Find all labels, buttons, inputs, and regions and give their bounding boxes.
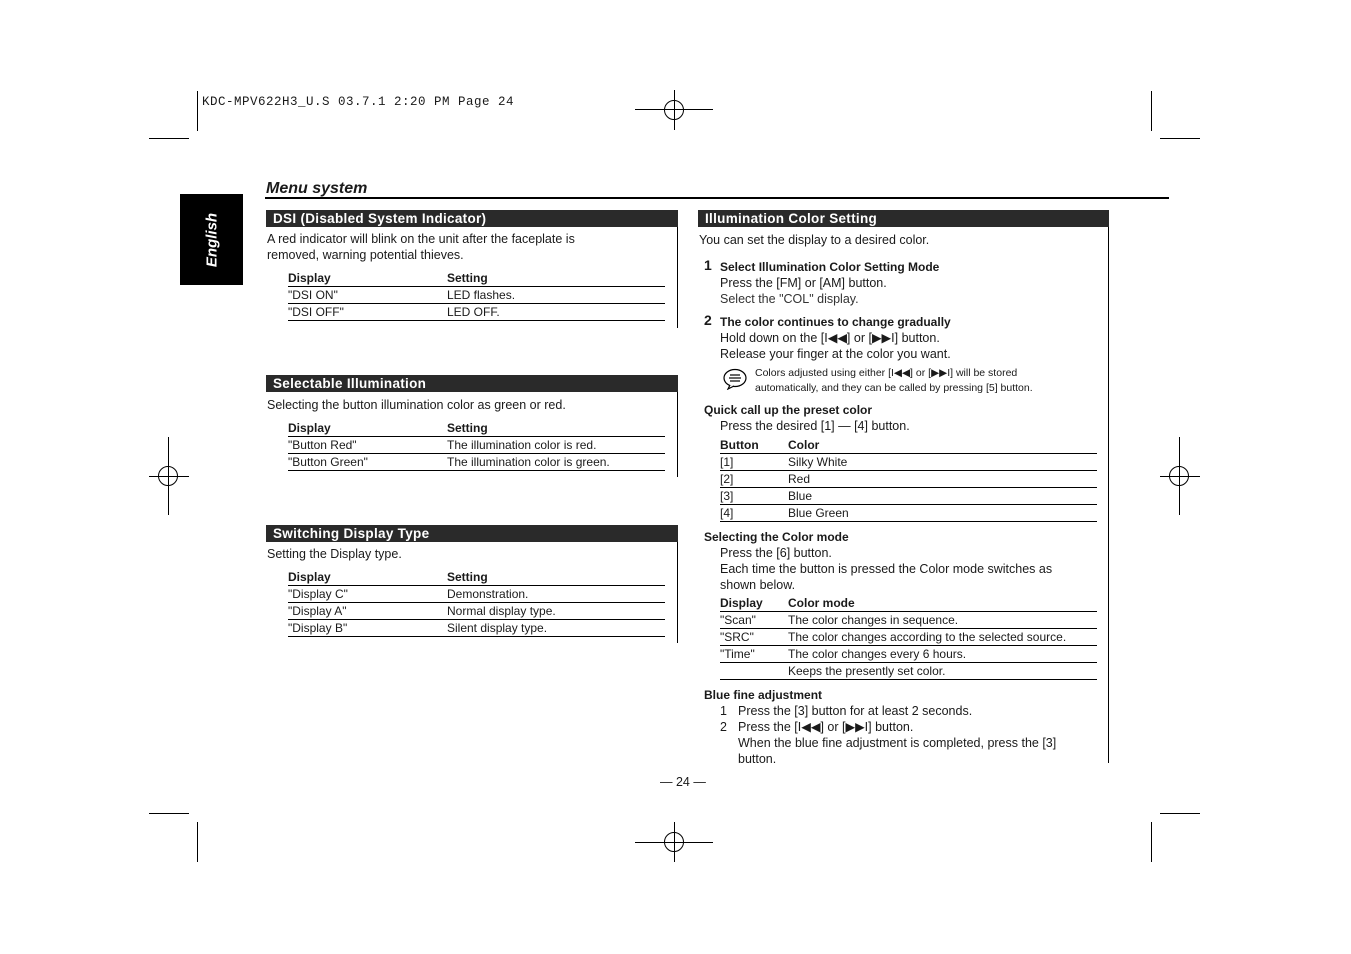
table-row [720, 471, 1097, 488]
col-header: Display [288, 270, 447, 287]
column-rule [677, 227, 678, 328]
col-header: Setting [447, 270, 665, 287]
registration-mark-circle [664, 100, 684, 120]
cell-mode: Keeps the presently set color. [788, 663, 1097, 680]
cell-setting: Silent display type. [447, 620, 665, 637]
cell-mode: The color changes every 6 hours. [788, 646, 1097, 663]
cell-display: "Time" [720, 646, 788, 663]
table-row [720, 488, 1097, 505]
cell-display: "DSI ON" [288, 287, 447, 304]
language-tab [180, 194, 243, 285]
cell-button: [1] [720, 454, 788, 471]
registration-mark-circle [664, 832, 684, 852]
mode-text: shown below. [720, 578, 796, 592]
step-number: 2 [704, 312, 712, 328]
print-slug: KDC-MPV622H3_U.S 03.7.1 2:20 PM Page 24 [202, 95, 515, 109]
table-row [288, 437, 665, 454]
blue-step-text: Press the [I◀◀] or [▶▶I] button. [738, 720, 914, 734]
blue-step-number: 2 [720, 720, 727, 734]
quick-title: Quick call up the preset color [704, 403, 873, 417]
mode-text: Each time the button is pressed the Color mode switches as [720, 562, 1053, 576]
cell-color: Silky White [788, 454, 1097, 471]
table-row [720, 612, 1097, 629]
cell-setting: The illumination color is green. [447, 454, 665, 471]
mode-text: Press the [6] button. [720, 546, 832, 560]
crop-mark [149, 138, 189, 139]
note-text: Colors adjusted using either [I◀◀] or [▶▶I] will be stored [755, 367, 1018, 379]
selectable-table [288, 420, 665, 471]
blue-step-number: 1 [720, 704, 727, 718]
cell-button: [3] [720, 488, 788, 505]
blue-step-text: button. [738, 752, 777, 766]
cell-setting: The illumination color is red. [447, 437, 665, 454]
step2-text: Hold down on the [I◀◀] or [▶▶I] button. [720, 331, 940, 345]
illum-heading: Illumination Color Setting [698, 210, 1109, 227]
cell-color: Blue [788, 488, 1097, 505]
dsi-intro: removed, warning potential thieves. [267, 248, 464, 262]
step1-text: Select the "COL" display. [720, 292, 859, 306]
registration-mark-circle [1169, 466, 1189, 486]
language-label: English [203, 212, 220, 267]
column-rule [677, 542, 678, 643]
crop-mark [1151, 91, 1152, 131]
table-row [288, 603, 665, 620]
blue-title: Blue fine adjustment [704, 688, 823, 702]
step2-text: Release your finger at the color you want. [720, 347, 951, 361]
switching-heading: Switching Display Type [266, 525, 678, 542]
cell-setting: Demonstration. [447, 586, 665, 603]
crop-mark [197, 822, 198, 862]
step1-text: Press the [FM] or [AM] button. [720, 276, 887, 290]
cell-mode: The color changes according to the selected source. [788, 629, 1097, 646]
cell-mode: The color changes in sequence. [788, 612, 1097, 629]
dsi-intro: A red indicator will blink on the unit after the faceplate is [267, 232, 575, 246]
crop-mark [197, 91, 198, 131]
dsi-heading: DSI (Disabled System Indicator) [266, 210, 678, 227]
cell-display: "Button Green" [288, 454, 447, 471]
cell-display: "Display A" [288, 603, 447, 620]
note-text: automatically, and they can be called by pressing [5] button. [755, 382, 1033, 394]
registration-mark-circle [158, 466, 178, 486]
cell-display: "DSI OFF" [288, 304, 447, 321]
col-header: Display [720, 595, 788, 612]
page-number: — 24 — [660, 775, 706, 789]
cell-display: "Display C" [288, 586, 447, 603]
preset-table [720, 437, 1097, 522]
table-row [288, 620, 665, 637]
column-rule [1108, 227, 1109, 763]
cell-color: Blue Green [788, 505, 1097, 522]
table-row [720, 454, 1097, 471]
blue-step-text: When the blue fine adjustment is completed, press the [3] [738, 736, 1057, 750]
column-rule [677, 392, 678, 477]
cell-setting: LED flashes. [447, 287, 665, 304]
crop-mark [1160, 138, 1200, 139]
col-header: Button [720, 437, 788, 454]
step-number: 1 [704, 257, 712, 273]
col-header: Color mode [788, 595, 1097, 612]
col-header: Color [788, 437, 1097, 454]
switching-table [288, 569, 665, 637]
table-row [720, 663, 1097, 680]
col-header: Display [288, 420, 447, 437]
illum-intro: You can set the display to a desired color. [699, 233, 930, 247]
crop-mark [1160, 813, 1200, 814]
crop-mark [1151, 822, 1152, 862]
quick-text: Press the desired [1] — [4] button. [720, 419, 910, 433]
cell-button: [4] [720, 505, 788, 522]
cell-display [720, 663, 788, 680]
cell-display: "Scan" [720, 612, 788, 629]
cell-display: "SRC" [720, 629, 788, 646]
selectable-heading: Selectable Illumination [266, 375, 678, 392]
table-row [288, 304, 665, 321]
cell-display: "Display B" [288, 620, 447, 637]
switching-intro: Setting the Display type. [267, 547, 402, 561]
col-header: Setting [447, 420, 665, 437]
mode-table [720, 595, 1097, 680]
selectable-intro: Selecting the button illumination color as green or red. [267, 398, 566, 412]
col-header: Display [288, 569, 447, 586]
table-row [720, 629, 1097, 646]
cell-display: "Button Red" [288, 437, 447, 454]
cell-setting: Normal display type. [447, 603, 665, 620]
note-icon [722, 368, 748, 393]
cell-setting: LED OFF. [447, 304, 665, 321]
table-row [288, 287, 665, 304]
dsi-table [288, 270, 665, 321]
table-row [720, 505, 1097, 522]
step1-title: Select Illumination Color Setting Mode [720, 260, 940, 274]
mode-title: Selecting the Color mode [704, 530, 849, 544]
blue-step-text: Press the [3] button for at least 2 seconds. [738, 704, 973, 718]
cell-button: [2] [720, 471, 788, 488]
crop-mark [149, 813, 189, 814]
step2-title: The color continues to change gradually [720, 315, 951, 329]
table-row [288, 586, 665, 603]
table-row [288, 454, 665, 471]
cell-color: Red [788, 471, 1097, 488]
title-rule [265, 197, 1169, 199]
page-title: Menu system [266, 180, 368, 197]
table-row [720, 646, 1097, 663]
col-header: Setting [447, 569, 665, 586]
